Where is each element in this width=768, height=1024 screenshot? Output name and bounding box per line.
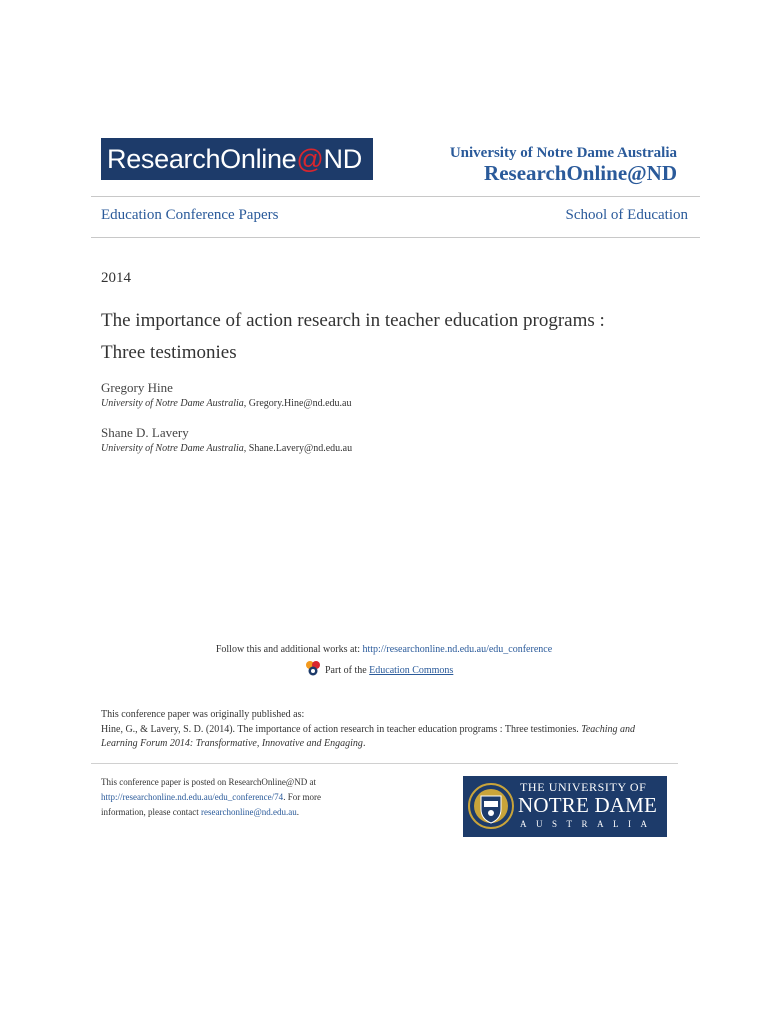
posted-url-link[interactable]: http://researchonline.nd.edu.au/edu_conference/74: [101, 792, 284, 802]
affiliation-name: University of Notre Dame Australia: [101, 398, 244, 409]
author-affiliation: University of Notre Dame Australia, Shane.Lavery@nd.edu.au: [101, 443, 353, 454]
contact-email-link[interactable]: researchonline@nd.edu.au: [200, 807, 297, 817]
und-logo-line2: NOTRE DAME: [518, 793, 658, 817]
author-name[interactable]: Shane D. Lavery: [101, 425, 189, 440]
logo-text-left: ResearchOnline: [107, 144, 297, 174]
education-commons-link[interactable]: Education Commons: [369, 665, 454, 676]
crest-icon: [467, 779, 515, 838]
repository-link[interactable]: ResearchOnline@ND: [484, 161, 677, 185]
posted-end: .: [296, 807, 299, 817]
citation-venue: Teaching and Learning Forum 2014: Transformative, Innovative and Engaging: [101, 724, 636, 749]
logo-text-right: ND: [323, 144, 362, 174]
publication-citation: [101, 723, 671, 751]
divider-bottom: [91, 763, 678, 764]
author-name[interactable]: Gregory Hine: [101, 380, 173, 395]
paper-title[interactable]: The importance of action research in teacher education programs : Three testimonies: [101, 310, 605, 363]
follow-prefix: Follow this and additional works at:: [215, 644, 363, 655]
divider-nav: [91, 237, 700, 238]
collection-link[interactable]: Education Conference Papers: [101, 207, 279, 223]
citation-text: Hine, G., & Lavery, S. D. (2014). The importance of action research in teacher education programs : Three testimonies.: [101, 724, 582, 735]
posted-mid: . For more information, please contact: [101, 792, 321, 817]
citation-end: .: [362, 738, 366, 749]
logo-text-at: @: [296, 144, 324, 174]
follow-line: [0, 644, 768, 655]
part-of-line: [304, 660, 453, 681]
publication-label: This conference paper was originally published as:: [101, 709, 305, 720]
divider-top: [91, 196, 700, 197]
part-prefix: Part of the: [325, 665, 370, 676]
school-link[interactable]: School of Education: [565, 207, 688, 223]
paper-year: 2014: [101, 270, 131, 286]
researchonline-logo: [101, 138, 373, 180]
posted-notice: [101, 775, 361, 820]
affiliation-name: University of Notre Dame Australia: [101, 443, 244, 454]
author-affiliation: University of Notre Dame Australia, Gregory.Hine@nd.edu.au: [101, 398, 352, 409]
und-logo-line3: AUSTRALIA: [520, 819, 657, 829]
bepress-commons-icon: [304, 660, 322, 681]
university-link[interactable]: University of Notre Dame Australia: [449, 145, 677, 161]
follow-url-link[interactable]: http://researchonline.nd.edu.au/edu_conference: [362, 644, 553, 655]
author-email: Shane.Lavery@nd.edu.au: [248, 443, 353, 454]
posted-line1: This conference paper is posted on ResearchOnline@ND at: [101, 777, 316, 787]
author-email: Gregory.Hine@nd.edu.au: [248, 398, 352, 409]
und-logo-line1: THE UNIVERSITY OF: [520, 780, 647, 794]
